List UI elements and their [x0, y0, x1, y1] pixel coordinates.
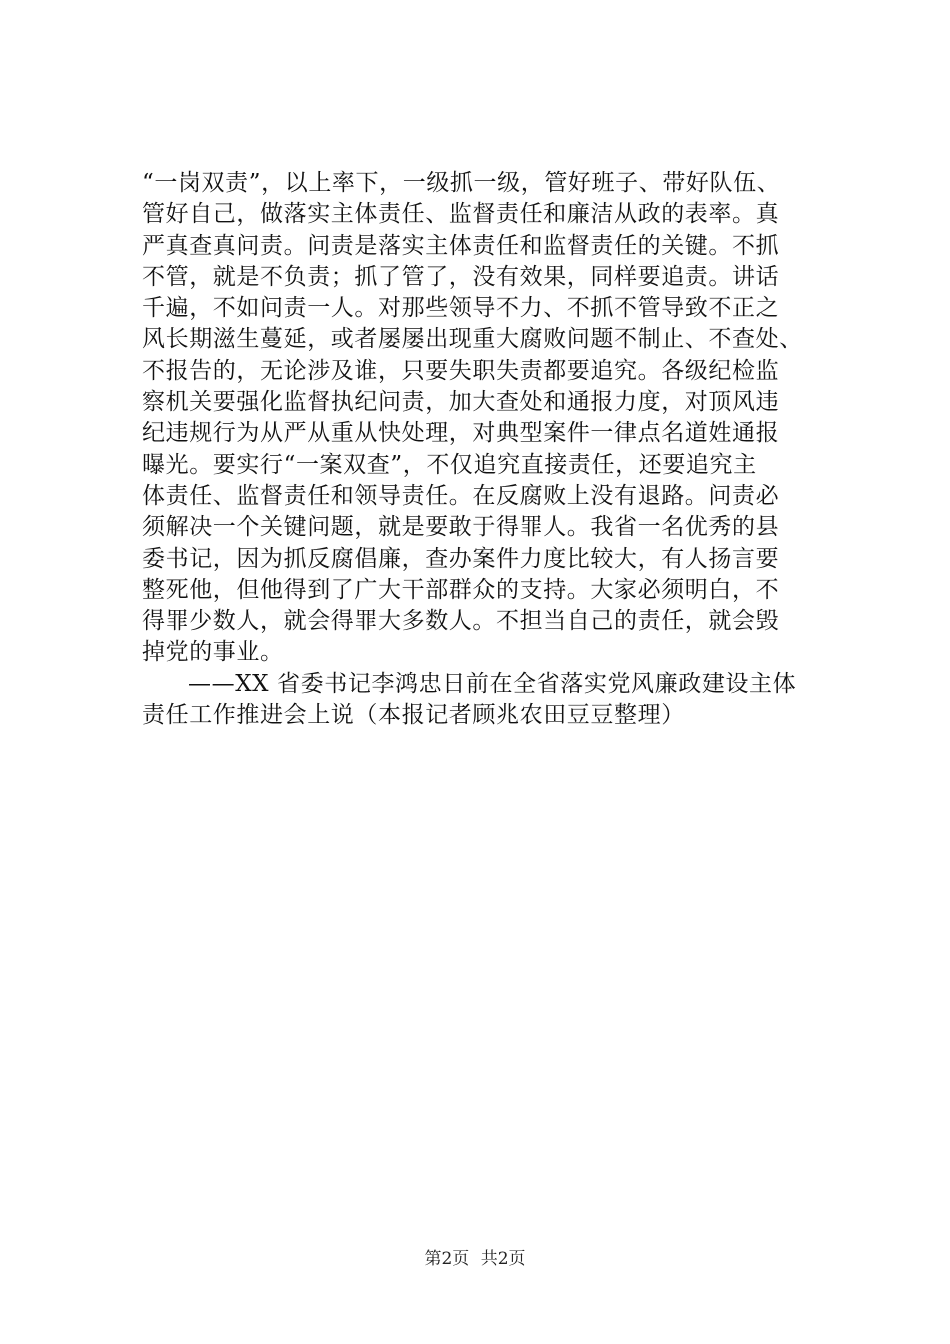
- page-number: 第2页: [424, 1249, 470, 1269]
- text-line: 管好自己，做落实主体责任、监督责任和廉洁从政的表率。真: [142, 201, 780, 228]
- text-line: 曝光。要实行“一案双查”，不仅追究直接责任，还要追究主: [142, 451, 757, 478]
- text-line: 整死他，但他得到了广大干部群众的支持。大家必须明白，不: [142, 576, 780, 603]
- text-line: 须解决一个关键问题，就是要敢于得罪人。我省一名优秀的县: [142, 514, 780, 541]
- text-line: 纪违规行为从严从重从快处理，对典型案件一律点名道姓通报: [142, 420, 780, 447]
- attribution-line: 责任工作推进会上说（本报记者顾兆农田豆豆整理）: [142, 702, 685, 729]
- text-line: 风长期滋生蔓延，或者屡屡出现重大腐败问题不制止、不查处、: [142, 326, 803, 353]
- attribution-line: ——XX 省委书记李鸿忠日前在全省落实党风廉政建设主体: [188, 670, 797, 697]
- body-text: [142, 168, 862, 731]
- text-line: 得罪少数人，就会得罪大多数人。不担当自己的责任，就会毁: [142, 608, 780, 635]
- text-line: 察机关要强化监督执纪问责，加大查处和通报力度，对顶风违: [142, 389, 780, 416]
- text-line: 掉党的事业。: [142, 639, 284, 666]
- text-line: 千遍，不如问责一人。对那些领导不力、不抓不管导致不正之: [142, 295, 780, 322]
- page-footer: [0, 1244, 950, 1269]
- text-line: 严真查真问责。问责是落实主体责任和监督责任的关键。不抓: [142, 232, 780, 259]
- text-line: 不管，就是不负责；抓了管了，没有效果，同样要追责。讲话: [142, 263, 780, 290]
- text-line: 不报告的，无论涉及谁，只要失职失责都要追究。各级纪检监: [142, 357, 780, 384]
- text-line: “一岗双责”，以上率下，一级抓一级，管好班子、带好队伍、: [142, 170, 781, 196]
- text-line: 委书记，因为抓反腐倡廉，查办案件力度比较大，有人扬言要: [142, 545, 780, 572]
- page-total: 共2页: [480, 1249, 526, 1269]
- text-line: 体责任、监督责任和领导责任。在反腐败上没有退路。问责必: [142, 482, 780, 509]
